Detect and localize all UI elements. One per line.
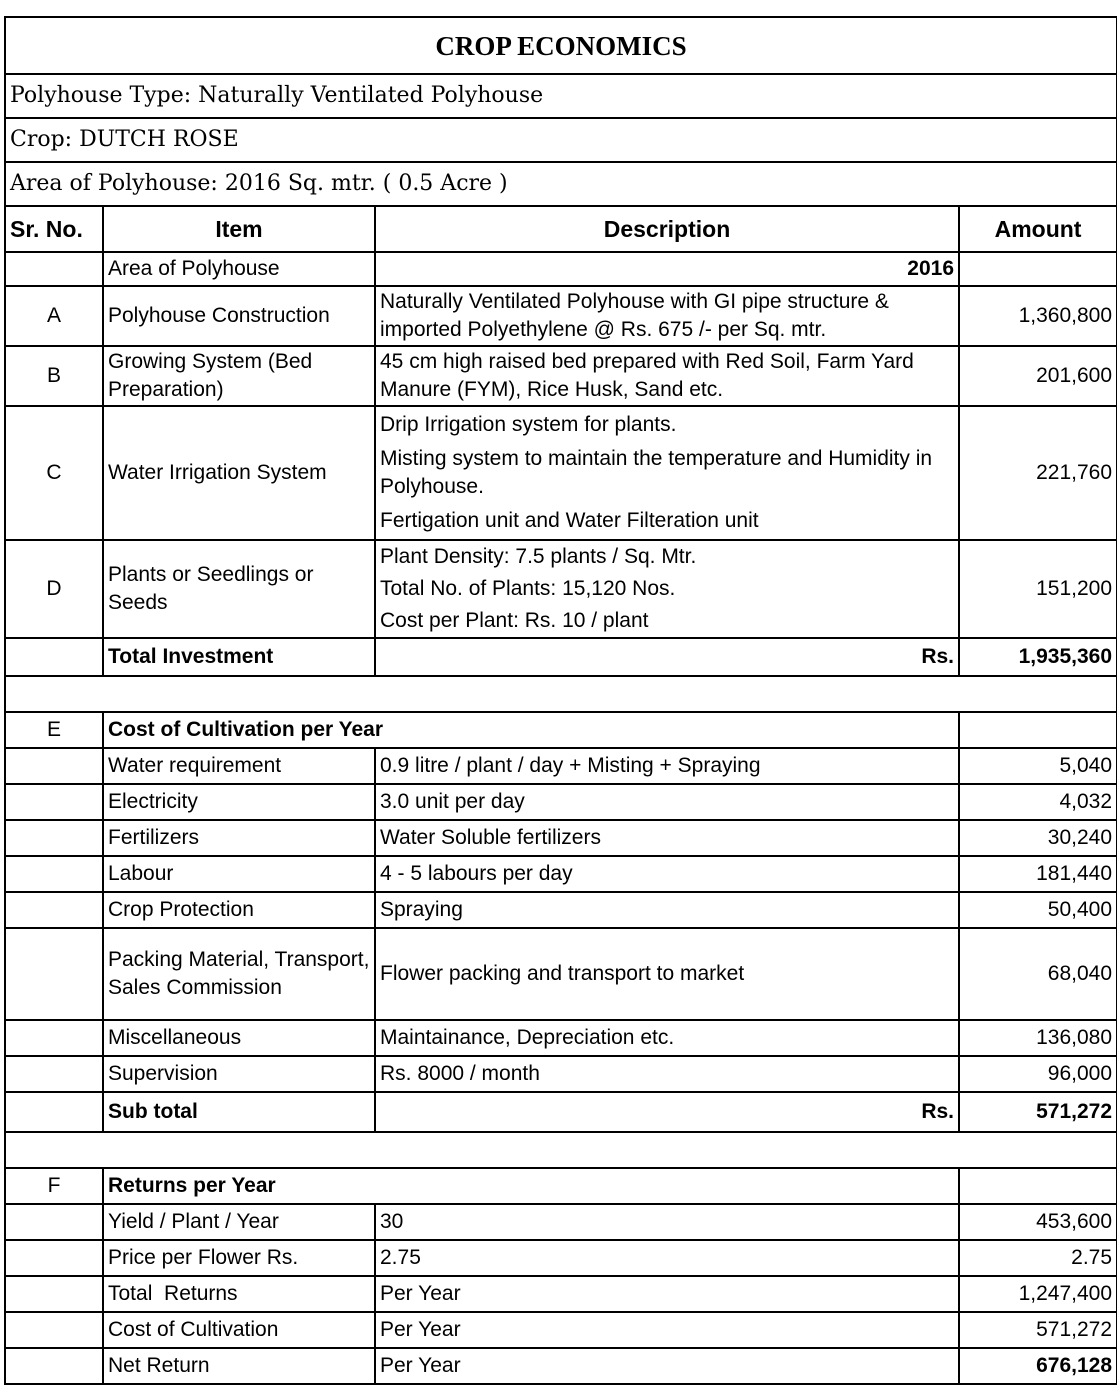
net-return-amount: 676,128 — [959, 1348, 1117, 1384]
description-line: Total No. of Plants: 15,120 Nos. — [380, 577, 676, 600]
item-amount: 50,400 — [959, 892, 1117, 928]
item-name: Plants or Seedlings or Seeds — [103, 540, 375, 638]
subtotal-row — [5, 1092, 1117, 1132]
header-description: Description — [375, 206, 959, 252]
area-row-item: Area of Polyhouse — [103, 252, 375, 286]
cultivation-row — [5, 784, 1117, 820]
sr-no: B — [5, 346, 103, 406]
item-name: Price per Flower Rs. — [103, 1240, 375, 1276]
blank-sr — [5, 928, 103, 1020]
item-amount: 453,600 — [959, 1204, 1117, 1240]
item-description — [375, 406, 959, 540]
item-description: Maintainance, Depreciation etc. — [375, 1020, 959, 1056]
subtotal-label: Sub total — [103, 1092, 375, 1132]
blank-sr — [5, 1204, 103, 1240]
investment-row — [5, 286, 1117, 346]
crop-economics-sheet — [4, 16, 1116, 1385]
blank-sr — [5, 1056, 103, 1092]
returns-row — [5, 1276, 1117, 1312]
cultivation-row — [5, 748, 1117, 784]
item-name: Water Irrigation System — [103, 406, 375, 540]
item-amount: 201,600 — [959, 346, 1117, 406]
investment-row — [5, 540, 1117, 638]
blank-sr — [5, 1348, 103, 1384]
investment-row — [5, 406, 1117, 540]
item-amount: 30,240 — [959, 820, 1117, 856]
item-name: Total Returns — [103, 1276, 375, 1312]
header-sr-no: Sr. No. — [5, 206, 103, 252]
description-line: Misting system to maintain the temperature and Humidity in Polyhouse. — [380, 447, 933, 498]
item-name: Supervision — [103, 1056, 375, 1092]
item-description: Naturally Ventilated Polyhouse with GI pipe structure & imported Polyethylene @ Rs. 675 /- per Sq. mtr. — [375, 286, 959, 346]
returns-row — [5, 1240, 1117, 1276]
item-description: Water Soluble fertilizers — [375, 820, 959, 856]
section-amount — [959, 712, 1117, 748]
blank-sr — [5, 1240, 103, 1276]
sr-no: D — [5, 540, 103, 638]
header-item: Item — [103, 206, 375, 252]
item-name: Polyhouse Construction — [103, 286, 375, 346]
item-name: Miscellaneous — [103, 1020, 375, 1056]
blank-sr — [5, 1312, 103, 1348]
item-name: Packing Material, Transport, Sales Commission — [103, 928, 375, 1020]
polyhouse-area: Area of Polyhouse: 2016 Sq. mtr. ( 0.5 Acre ) — [5, 162, 1117, 206]
subtotal-currency: Rs. — [375, 1092, 959, 1132]
item-name: Net Return — [103, 1348, 375, 1384]
returns-row — [5, 1204, 1117, 1240]
item-amount: 96,000 — [959, 1056, 1117, 1092]
cultivation-row — [5, 856, 1117, 892]
item-description: 2.75 — [375, 1240, 959, 1276]
subtotal-sr — [5, 1092, 103, 1132]
item-name: Cost of Cultivation — [103, 1312, 375, 1348]
item-amount: 1,360,800 — [959, 286, 1117, 346]
crop-name: Crop: DUTCH ROSE — [5, 118, 1117, 162]
cultivation-row — [5, 928, 1117, 1020]
item-amount: 136,080 — [959, 1020, 1117, 1056]
total-investment-row — [5, 638, 1117, 676]
section-sr: E — [5, 712, 103, 748]
blank-sr — [5, 748, 103, 784]
area-row-amount — [959, 252, 1117, 286]
blank-sr — [5, 820, 103, 856]
item-amount: 2.75 — [959, 1240, 1117, 1276]
cultivation-row — [5, 1056, 1117, 1092]
item-amount: 1,247,400 — [959, 1276, 1117, 1312]
blank-sr — [5, 856, 103, 892]
item-description: 3.0 unit per day — [375, 784, 959, 820]
item-description: Per Year — [375, 1312, 959, 1348]
spacer-row — [5, 1132, 1117, 1168]
description-line: Drip Irrigation system for plants. — [380, 413, 677, 436]
description-line: Cost per Plant: Rs. 10 / plant — [380, 609, 649, 632]
section-amount — [959, 1168, 1117, 1204]
item-name: Labour — [103, 856, 375, 892]
item-description: Spraying — [375, 892, 959, 928]
blank-sr — [5, 1276, 103, 1312]
cultivation-row — [5, 1020, 1117, 1056]
section-heading: Returns per Year — [103, 1168, 959, 1204]
item-name: Electricity — [103, 784, 375, 820]
header-amount: Amount — [959, 206, 1117, 252]
returns-row — [5, 1312, 1117, 1348]
item-name: Crop Protection — [103, 892, 375, 928]
item-name: Growing System (Bed Preparation) — [103, 346, 375, 406]
blank-sr — [5, 784, 103, 820]
total-investment-currency: Rs. — [375, 638, 959, 676]
section-sr: F — [5, 1168, 103, 1204]
investment-row — [5, 346, 1117, 406]
item-description: 0.9 litre / plant / day + Misting + Spraying — [375, 748, 959, 784]
item-amount: 5,040 — [959, 748, 1117, 784]
total-investment-label: Total Investment — [103, 638, 375, 676]
crop-economics-table — [4, 16, 1117, 1385]
subtotal-amount: 571,272 — [959, 1092, 1117, 1132]
description-line: Plant Density: 7.5 plants / Sq. Mtr. — [380, 545, 697, 568]
item-description: 4 - 5 labours per day — [375, 856, 959, 892]
polyhouse-type: Polyhouse Type: Naturally Ventilated Polyhouse — [5, 74, 1117, 118]
blank-sr — [5, 892, 103, 928]
description-line: Fertigation unit and Water Filteration unit — [380, 509, 759, 532]
item-description: 45 cm high raised bed prepared with Red Soil, Farm Yard Manure (FYM), Rice Husk, Sand etc. — [375, 346, 959, 406]
item-amount: 221,760 — [959, 406, 1117, 540]
item-description: Per Year — [375, 1348, 959, 1384]
item-description — [375, 540, 959, 638]
item-amount: 571,272 — [959, 1312, 1117, 1348]
item-amount: 151,200 — [959, 540, 1117, 638]
area-row-sr — [5, 252, 103, 286]
sr-no: A — [5, 286, 103, 346]
returns-row — [5, 1348, 1117, 1384]
spacer-row — [5, 676, 1117, 712]
item-name: Fertilizers — [103, 820, 375, 856]
item-description: Flower packing and transport to market — [375, 928, 959, 1020]
section-heading-row — [5, 1168, 1117, 1204]
item-name: Water requirement — [103, 748, 375, 784]
area-row-value: 2016 — [375, 252, 959, 286]
sr-no: C — [5, 406, 103, 540]
item-description: 30 — [375, 1204, 959, 1240]
item-description: Per Year — [375, 1276, 959, 1312]
total-investment-amount: 1,935,360 — [959, 638, 1117, 676]
blank-sr — [5, 1020, 103, 1056]
page-title: CROP ECONOMICS — [5, 17, 1117, 74]
item-description: Rs. 8000 / month — [375, 1056, 959, 1092]
item-amount: 68,040 — [959, 928, 1117, 1020]
total-sr — [5, 638, 103, 676]
section-heading-row — [5, 712, 1117, 748]
item-amount: 181,440 — [959, 856, 1117, 892]
item-amount: 4,032 — [959, 784, 1117, 820]
item-name: Yield / Plant / Year — [103, 1204, 375, 1240]
cultivation-row — [5, 892, 1117, 928]
cultivation-row — [5, 820, 1117, 856]
section-heading: Cost of Cultivation per Year — [103, 712, 959, 748]
